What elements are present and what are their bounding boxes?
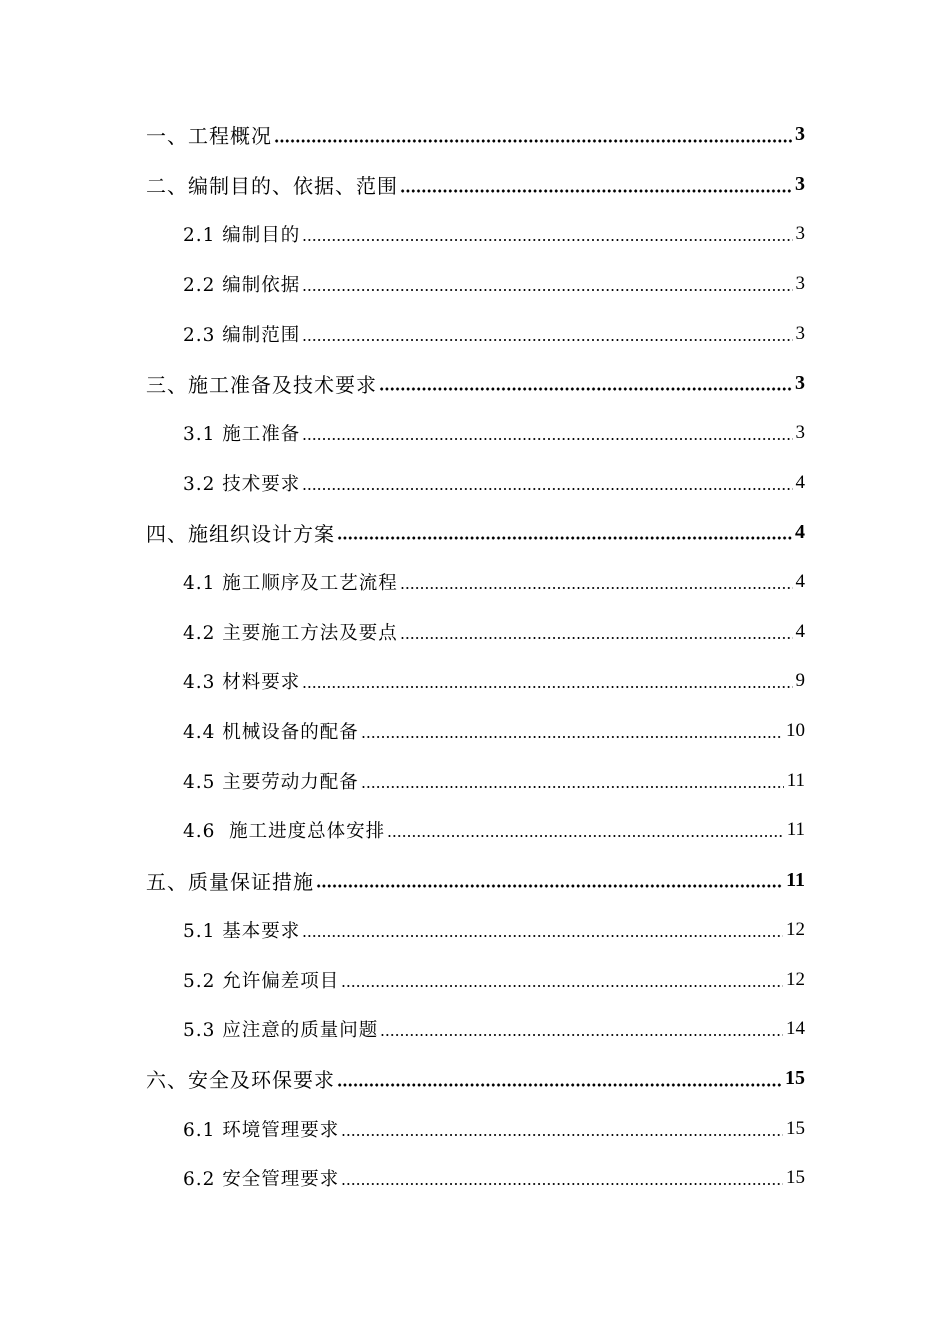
toc-entry-page-number: 4 <box>795 571 805 593</box>
toc-entry-title: 4.1 施工顺序及工艺流程 <box>183 573 398 595</box>
toc-section-entry[interactable] <box>0 458 950 508</box>
toc-entry-page-number: 4 <box>795 471 805 493</box>
toc-chapter-entry[interactable] <box>0 358 950 408</box>
toc-section-entry[interactable] <box>0 905 950 955</box>
toc-entry-title: 二、编制目的、依据、范围 <box>146 174 398 199</box>
toc-entry-page-number: 10 <box>786 720 805 742</box>
dot-leader <box>302 684 792 690</box>
dot-leader <box>302 486 792 492</box>
toc-entry-page-number: 11 <box>786 868 805 891</box>
toc-entry-page-number: 3 <box>795 123 805 146</box>
toc-section-entry[interactable] <box>0 259 950 309</box>
toc-entry-page-number: 3 <box>795 223 805 245</box>
toc-entry-page-number: 15 <box>785 1067 805 1090</box>
toc-entry-page-number: 3 <box>795 173 805 196</box>
toc-entry-page-number: 3 <box>795 322 805 344</box>
toc-entry-page-number: 3 <box>795 371 805 394</box>
toc-chapter-entry[interactable] <box>0 160 950 210</box>
toc-entry-page-number: 12 <box>786 968 805 990</box>
dot-leader <box>341 1181 783 1187</box>
dot-leader <box>316 883 783 889</box>
toc-entry-title: 2.2 编制依据 <box>183 274 301 296</box>
toc-section-entry[interactable] <box>0 557 950 607</box>
toc-section-entry[interactable] <box>0 408 950 458</box>
dot-leader <box>302 337 792 343</box>
toc-section-entry[interactable] <box>0 806 950 856</box>
toc-entry-title: 四、施组织设计方案 <box>146 521 335 546</box>
toc-entry-page-number: 14 <box>786 1018 805 1040</box>
dot-leader <box>379 386 792 392</box>
toc-chapter-entry[interactable] <box>0 508 950 558</box>
dot-leader <box>341 1132 783 1138</box>
toc-section-entry[interactable] <box>0 756 950 806</box>
dot-leader <box>361 734 783 740</box>
toc-entry-page-number: 4 <box>795 520 805 543</box>
toc-entry-title: 4.4 机械设备的配备 <box>183 722 359 744</box>
toc-entry-title: 3.1 施工准备 <box>183 423 301 445</box>
toc-chapter-entry[interactable] <box>0 110 950 160</box>
toc-entry-title: 5.1 基本要求 <box>183 920 301 942</box>
dot-leader <box>302 436 792 442</box>
dot-leader <box>337 1082 782 1088</box>
dot-leader <box>387 833 784 839</box>
toc-entry-title: 4.3 材料要求 <box>183 672 301 694</box>
toc-entry-title: 六、安全及环保要求 <box>146 1068 335 1093</box>
toc-section-entry[interactable] <box>0 209 950 259</box>
toc-chapter-entry[interactable] <box>0 1054 950 1104</box>
toc-entry-page-number: 3 <box>795 272 805 294</box>
toc-entry-title: 5.3 应注意的质量问题 <box>183 1020 379 1042</box>
toc-entry-title: 6.1 环境管理要求 <box>183 1119 340 1141</box>
dot-leader <box>380 1032 783 1038</box>
toc-entry-title: 6.2 安全管理要求 <box>183 1169 340 1191</box>
toc-entry-title: 五、质量保证措施 <box>146 869 314 894</box>
dot-leader <box>400 585 793 591</box>
toc-entry-title: 一、工程概况 <box>146 124 272 149</box>
toc-entry-title: 2.1 编制目的 <box>183 225 301 247</box>
dot-leader <box>361 784 784 790</box>
dot-leader <box>400 635 793 641</box>
toc-entry-title: 三、施工准备及技术要求 <box>146 372 377 397</box>
dot-leader <box>302 237 792 243</box>
toc-section-entry[interactable] <box>0 657 950 707</box>
toc-entry-page-number: 11 <box>786 819 805 841</box>
toc-entry-page-number: 15 <box>786 1117 805 1139</box>
toc-section-entry[interactable] <box>0 706 950 756</box>
dot-leader <box>337 535 792 541</box>
toc-section-entry[interactable] <box>0 1104 950 1154</box>
toc-entry-title: 4.2 主要施工方法及要点 <box>183 622 398 644</box>
toc-entry-page-number: 12 <box>786 918 805 940</box>
dot-leader <box>302 933 783 939</box>
dot-leader <box>302 287 792 293</box>
toc-section-entry[interactable] <box>0 607 950 657</box>
toc-entry-page-number: 11 <box>786 769 805 791</box>
toc-entry-title: 3.2 技术要求 <box>183 473 301 495</box>
toc-entry-page-number: 4 <box>795 620 805 642</box>
dot-leader <box>274 138 792 144</box>
toc-section-entry[interactable] <box>0 955 950 1005</box>
toc-entry-page-number: 15 <box>786 1167 805 1189</box>
toc-section-entry[interactable] <box>0 1153 950 1203</box>
toc-entry-page-number: 3 <box>795 421 805 443</box>
toc-entry-title: 4.5 主要劳动力配备 <box>183 771 359 793</box>
toc-chapter-entry[interactable] <box>0 855 950 905</box>
table-of-contents <box>0 110 950 1203</box>
dot-leader <box>341 983 783 989</box>
toc-entry-page-number: 9 <box>795 670 805 692</box>
toc-entry-title: 2.3 编制范围 <box>183 324 301 346</box>
toc-section-entry[interactable] <box>0 1004 950 1054</box>
toc-entry-title: 4.6 施工进度总体安排 <box>183 821 386 843</box>
toc-section-entry[interactable] <box>0 309 950 359</box>
dot-leader <box>400 188 792 194</box>
toc-entry-title: 5.2 允许偏差项目 <box>183 970 340 992</box>
